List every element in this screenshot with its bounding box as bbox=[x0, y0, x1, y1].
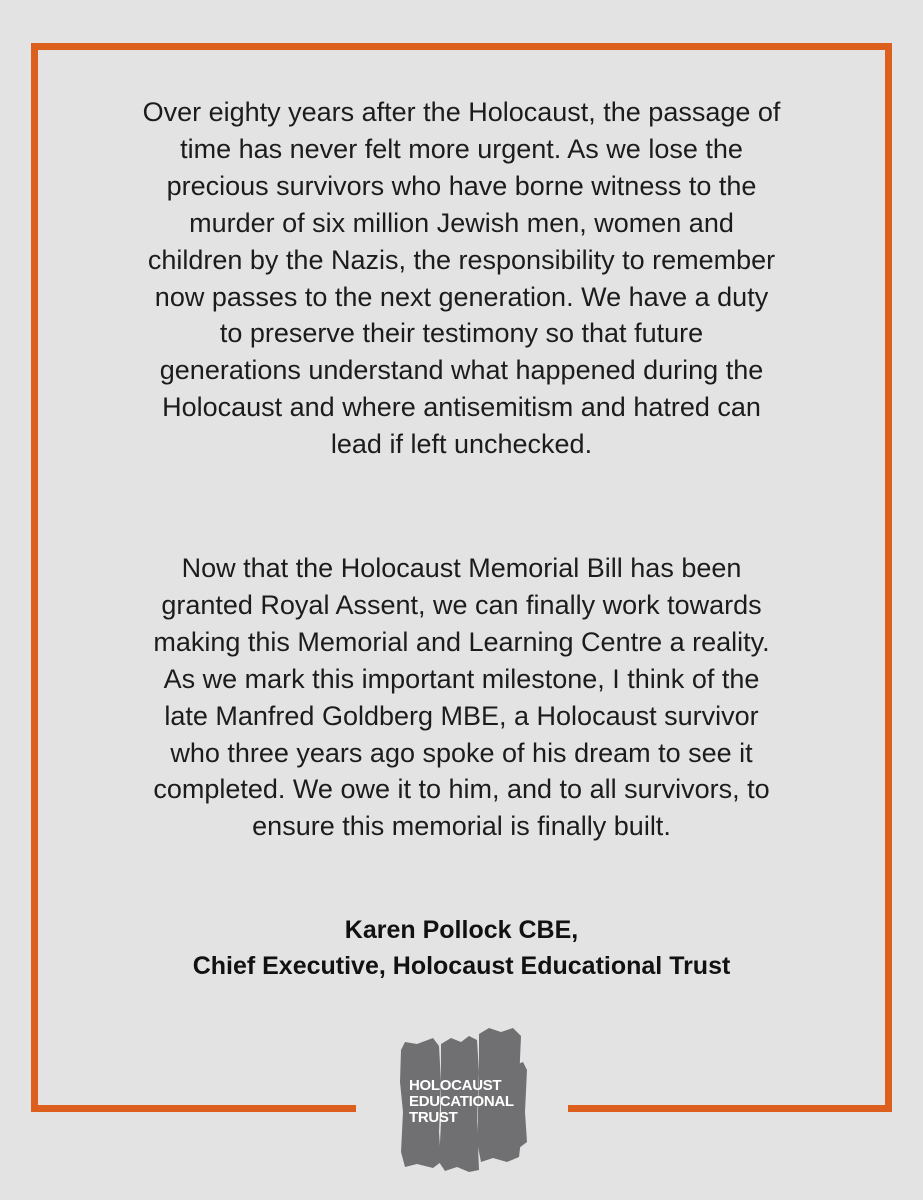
signature-role: Chief Executive, Holocaust Educational Trust bbox=[192, 952, 731, 980]
statement-line: now passes to the next generation. We have a duty bbox=[154, 281, 769, 312]
statement-line: late Manfred Goldberg MBE, a Holocaust survivor bbox=[164, 700, 759, 731]
signature-name: Karen Pollock CBE, bbox=[344, 916, 579, 944]
statement-line: granted Royal Assent, we can finally work towards bbox=[161, 589, 762, 620]
logo-line: EDUCATIONAL bbox=[409, 1093, 514, 1110]
statement-line: Holocaust and where antisemitism and hatred can bbox=[162, 392, 761, 423]
statement-line: to preserve their testimony so that future bbox=[219, 318, 704, 349]
statement-line: generations understand what happened during the bbox=[159, 355, 764, 386]
statement-line: who three years ago spoke of his dream to see it bbox=[170, 737, 753, 768]
frame-bottom-left-border bbox=[31, 1105, 356, 1112]
statement-line: murder of six million Jewish men, women and bbox=[189, 207, 734, 238]
frame-right-border bbox=[885, 43, 892, 1112]
frame-top-border bbox=[31, 43, 892, 50]
statement-line: Over eighty years after the Holocaust, the passage of bbox=[142, 97, 781, 127]
statement-paragraph-2 bbox=[80, 550, 843, 845]
logo-wordmark bbox=[409, 1078, 514, 1126]
statement-line: time has never felt more urgent. As we lose the bbox=[180, 133, 743, 164]
statement-paragraph-1 bbox=[80, 94, 843, 463]
statement-line: precious survivors who have borne witness to the bbox=[166, 170, 757, 201]
statement-line: children by the Nazis, the responsibility to remember bbox=[147, 244, 776, 275]
frame-bottom-right-border bbox=[568, 1105, 892, 1112]
logo-line: HOLOCAUST bbox=[409, 1077, 502, 1094]
frame-left-border bbox=[31, 43, 38, 1112]
statement-line: As we mark this important milestone, I think of the bbox=[163, 663, 760, 694]
statement-line: ensure this memorial is finally built. bbox=[252, 811, 671, 842]
holocaust-educational-trust-logo bbox=[395, 1022, 530, 1172]
statement-line: Now that the Holocaust Memorial Bill has been bbox=[181, 553, 742, 583]
statement-line: lead if left unchecked. bbox=[330, 429, 593, 460]
statement-line: making this Memorial and Learning Centre a reality. bbox=[153, 626, 770, 657]
logo-line: TRUST bbox=[409, 1109, 458, 1126]
signature-block bbox=[80, 912, 843, 984]
statement-line: completed. We owe it to him, and to all survivors, to bbox=[153, 774, 770, 805]
